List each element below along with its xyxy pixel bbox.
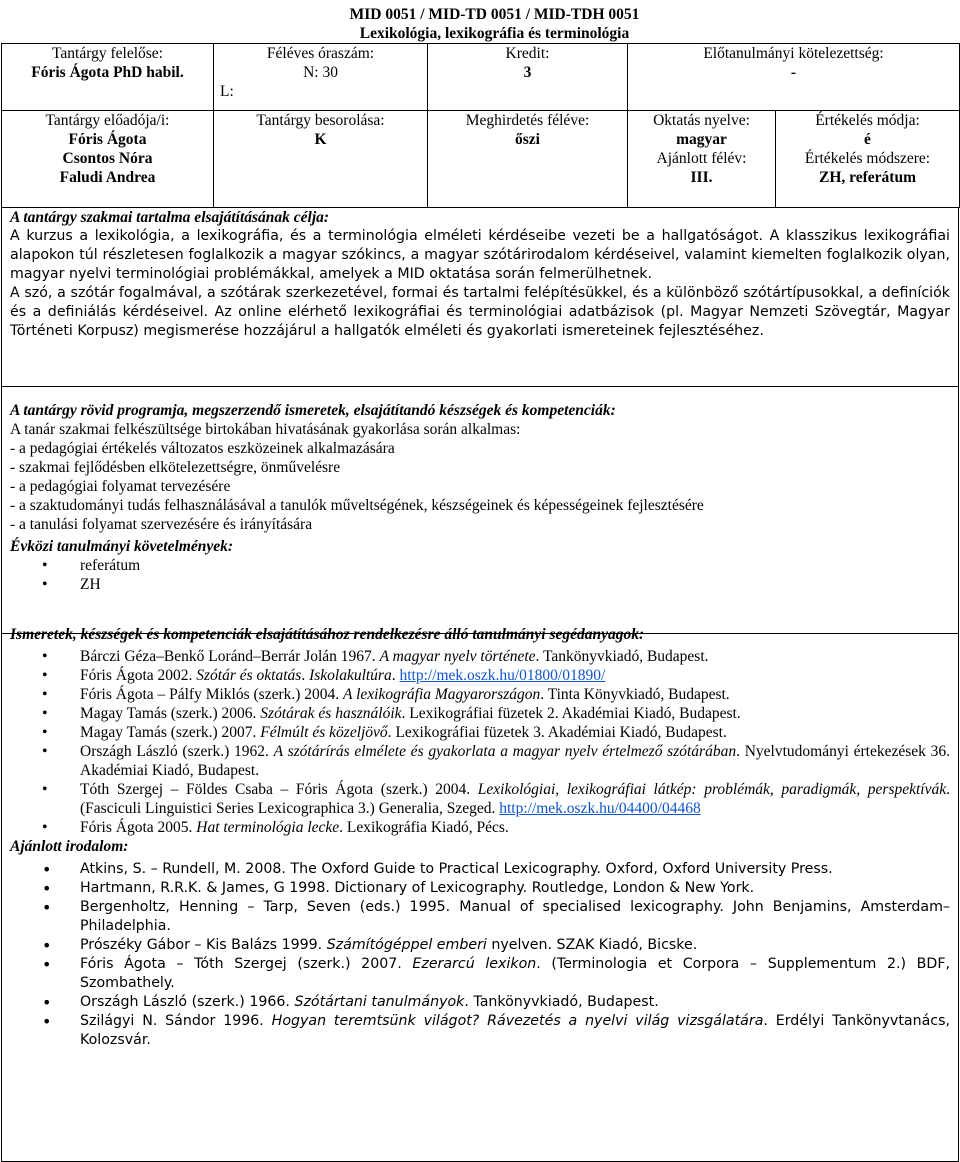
elotan-label: Előtanulmányi kötelezettség: xyxy=(703,45,884,62)
nyelv-label: Oktatás nyelve: xyxy=(653,112,750,129)
list-item: • Hartmann, R.R.K. & James, G 1998. Dictionary of Lexicography. Routledge, London & New York. xyxy=(80,879,950,898)
course-header-table xyxy=(1,5,960,208)
program-item-1: - a pedagógiai értékelés változatos eszközeinek alkalmazására xyxy=(10,440,395,457)
ertekeles-mod-label: Értékelés módja: xyxy=(815,112,920,129)
ertekeles-modszer-label: Értékelés módszere: xyxy=(804,150,931,167)
ajanlott-value: III. xyxy=(690,169,713,186)
list-item: • Magay Tamás (szerk.) 2006. Szótárak és használóik. Lexikográfiai füzetek 2. Akadémiai Kiadó, Budapest. xyxy=(80,704,950,723)
list-item: • Bergenholtz, Henning – Tarp, Seven (eds.) 1995. Manual of specialised lexicography. John Benjamins, Amsterdam–Philadelphia. xyxy=(80,898,950,936)
mek-link-1[interactable]: http://mek.oszk.hu/01800/01890/ xyxy=(399,667,606,684)
program-section xyxy=(1,387,959,634)
meghirdetes-label: Meghirdetés féléve: xyxy=(465,112,590,129)
oraszam-n: N: 30 xyxy=(303,64,338,81)
segedanyag-list xyxy=(10,647,950,837)
kovetelmeny-heading: Évközi tanulmányi követelmények: xyxy=(10,538,234,555)
eloado-1: Fóris Ágota xyxy=(68,131,147,148)
list-item: • Bárczi Géza–Benkő Loránd–Berrár Jolán 1967. A magyar nyelv története. Tankönyvkiadó, Budapest. xyxy=(80,647,950,666)
list-item: • Országh László (szerk.) 1966. Szótártani tanulmányok. Tankönyvkiadó, Budapest. xyxy=(80,993,950,1012)
irodalom-heading: Ajánlott irodalom: xyxy=(10,838,129,855)
cel-section xyxy=(1,208,959,387)
list-item: • Prószéky Gábor – Kis Balázs 1999. Számítógéppel emberi nyelven. SZAK Kiadó, Bicske. xyxy=(80,936,950,955)
course-code: MID 0051 / MID-TD 0051 / MID-TDH 0051 xyxy=(349,6,640,23)
oraszam-l: L: xyxy=(220,83,234,100)
felelos-value: Fóris Ágota PhD habil. xyxy=(31,64,184,81)
elotan-value: - xyxy=(790,64,797,81)
ertekeles-modszer-value: ZH, referátum xyxy=(819,169,916,186)
program-item-3: - a pedagógiai folyamat tervezésére xyxy=(10,478,231,495)
kovetelmeny-list xyxy=(10,556,950,594)
list-item: • Atkins, S. – Rundell, M. 2008. The Oxford Guide to Practical Lexicography. Oxford, Oxford University Press. xyxy=(80,860,950,879)
list-item: • ZH xyxy=(80,575,950,594)
segedanyag-section xyxy=(1,625,959,1162)
list-item: • Fóris Ágota 2005. Hat terminológia lecke. Lexikográfia Kiadó, Pécs. xyxy=(80,818,950,837)
meghirdetes-value: őszi xyxy=(515,131,540,148)
irodalom-list xyxy=(10,860,950,1050)
nyelv-value: magyar xyxy=(676,131,727,148)
besorolas-value: K xyxy=(314,131,327,148)
felelos-label: Tantárgy felelőse: xyxy=(52,45,163,62)
ertekeles-mod-value: é xyxy=(864,131,871,148)
program-heading: A tantárgy rövid programja, megszerzendő ismeretek, elsajátítandó készségek és kompetenciák: xyxy=(10,402,616,419)
eloado-label: Tantárgy előadója/i: xyxy=(45,112,170,129)
mek-link-2[interactable]: http://mek.oszk.hu/04400/04468 xyxy=(499,800,701,817)
list-item: • Fóris Ágota – Tóth Szergej (szerk.) 2007. Ezerarcú lexikon. (Terminologia et Corpora – Supplementum 2.) BDF, Szombathely. xyxy=(80,955,950,993)
segedanyag-heading: Ismeretek, készségek és kompetenciák elsajátításához rendelkezésre álló tanulmányi segédanyagok: xyxy=(10,626,645,643)
program-item-4: - a szaktudományi tudás felhasználásával a tanulók műveltségének, készségeinek és képességeinek fejlesztésére xyxy=(10,497,704,514)
program-intro: A tanár szakmai felkészültsége birtokában hivatásának gyakorlása során alkalmas: xyxy=(10,421,521,438)
besorolas-label: Tantárgy besorolása: xyxy=(256,112,385,129)
program-item-5: - a tanulási folyamat szervezésére és irányítására xyxy=(10,516,313,533)
kredit-value: 3 xyxy=(523,64,532,81)
oraszam-label: Féléves óraszám: xyxy=(266,45,375,62)
list-item: • Fóris Ágota – Pálfy Miklós (szerk.) 2004. A lexikográfia Magyarországon. Tinta Könyvkiadó, Budapest. xyxy=(80,685,950,704)
ajanlott-label: Ajánlott félév: xyxy=(656,150,747,167)
list-item: • Országh László (szerk.) 1962. A szótárírás elmélete és gyakorlata a magyar nyelv értelmező szótárában. Nyelvtudományi értekezések 36. Akadémiai Kiadó, Budapest. xyxy=(80,742,950,780)
list-item: • referátum xyxy=(80,556,950,575)
cel-paragraph-2: A szó, a szótár fogalmával, a szótárak szerkezetével, formai és tartalmi felépítésükkel, és a különböző szótártípusokkal, a definíciók és a definiálás kérdéseivel. Az online elérhető lexikográfiai és terminológiai adatbázisok (pl. Magyar Nemzeti Szövegtár, Magyar Történeti Korpusz) megismerése hozzájárul a hallgatók elméleti és gyakorlati ismereteinek fejlesztéséhez. xyxy=(10,285,950,339)
cel-paragraph-1: A kurzus a lexikológia, a lexikográfia, és a terminológia elméleti kérdéseibe vezeti be a hallgatóságot. A klasszikus lexikográfiai alapokon túl részletesen foglalkozik a magyar szókincs, a magyar szótárirodalom kérdéseivel, valamint kiemelten foglalkozik olyan, magyar nyelvi terminológiai problémákkal, amelyek a MID oktatása során felmerülhetnek. xyxy=(10,228,950,282)
list-item: • Tóth Szergej – Földes Csaba – Fóris Ágota (szerk.) 2004. Lexikológiai, lexikográfiai látkép: problémák, paradigmák, perspektívák. (Fasciculi Linguistici Series Lexicographica 3.) Generalia, Szeged. http://mek.oszk.hu/04400/04468 xyxy=(80,780,950,818)
cel-heading: A tantárgy szakmai tartalma elsajátításának célja: xyxy=(10,209,330,226)
list-item: • Szilágyi N. Sándor 1996. Hogyan teremtsünk világot? Rávezetés a nyelvi világ vizsgálatára. Erdélyi Tankönyvtanács, Kolozsvár. xyxy=(80,1012,950,1050)
list-item: • Fóris Ágota 2002. Szótár és oktatás. Iskolakultúra. http://mek.oszk.hu/01800/01890/ xyxy=(80,666,950,685)
eloado-3: Faludi Andrea xyxy=(59,169,156,186)
eloado-2: Csontos Nóra xyxy=(62,150,153,167)
course-title: Lexikológia, lexikográfia és terminológia xyxy=(359,25,630,42)
kredit-label: Kredit: xyxy=(505,45,550,62)
program-item-2: - szakmai fejlődésben elkötelezettségre, önművelésre xyxy=(10,459,341,476)
list-item: • Magay Tamás (szerk.) 2007. Félmúlt és közeljövő. Lexikográfiai füzetek 3. Akadémiai Kiadó, Budapest. xyxy=(80,723,950,742)
